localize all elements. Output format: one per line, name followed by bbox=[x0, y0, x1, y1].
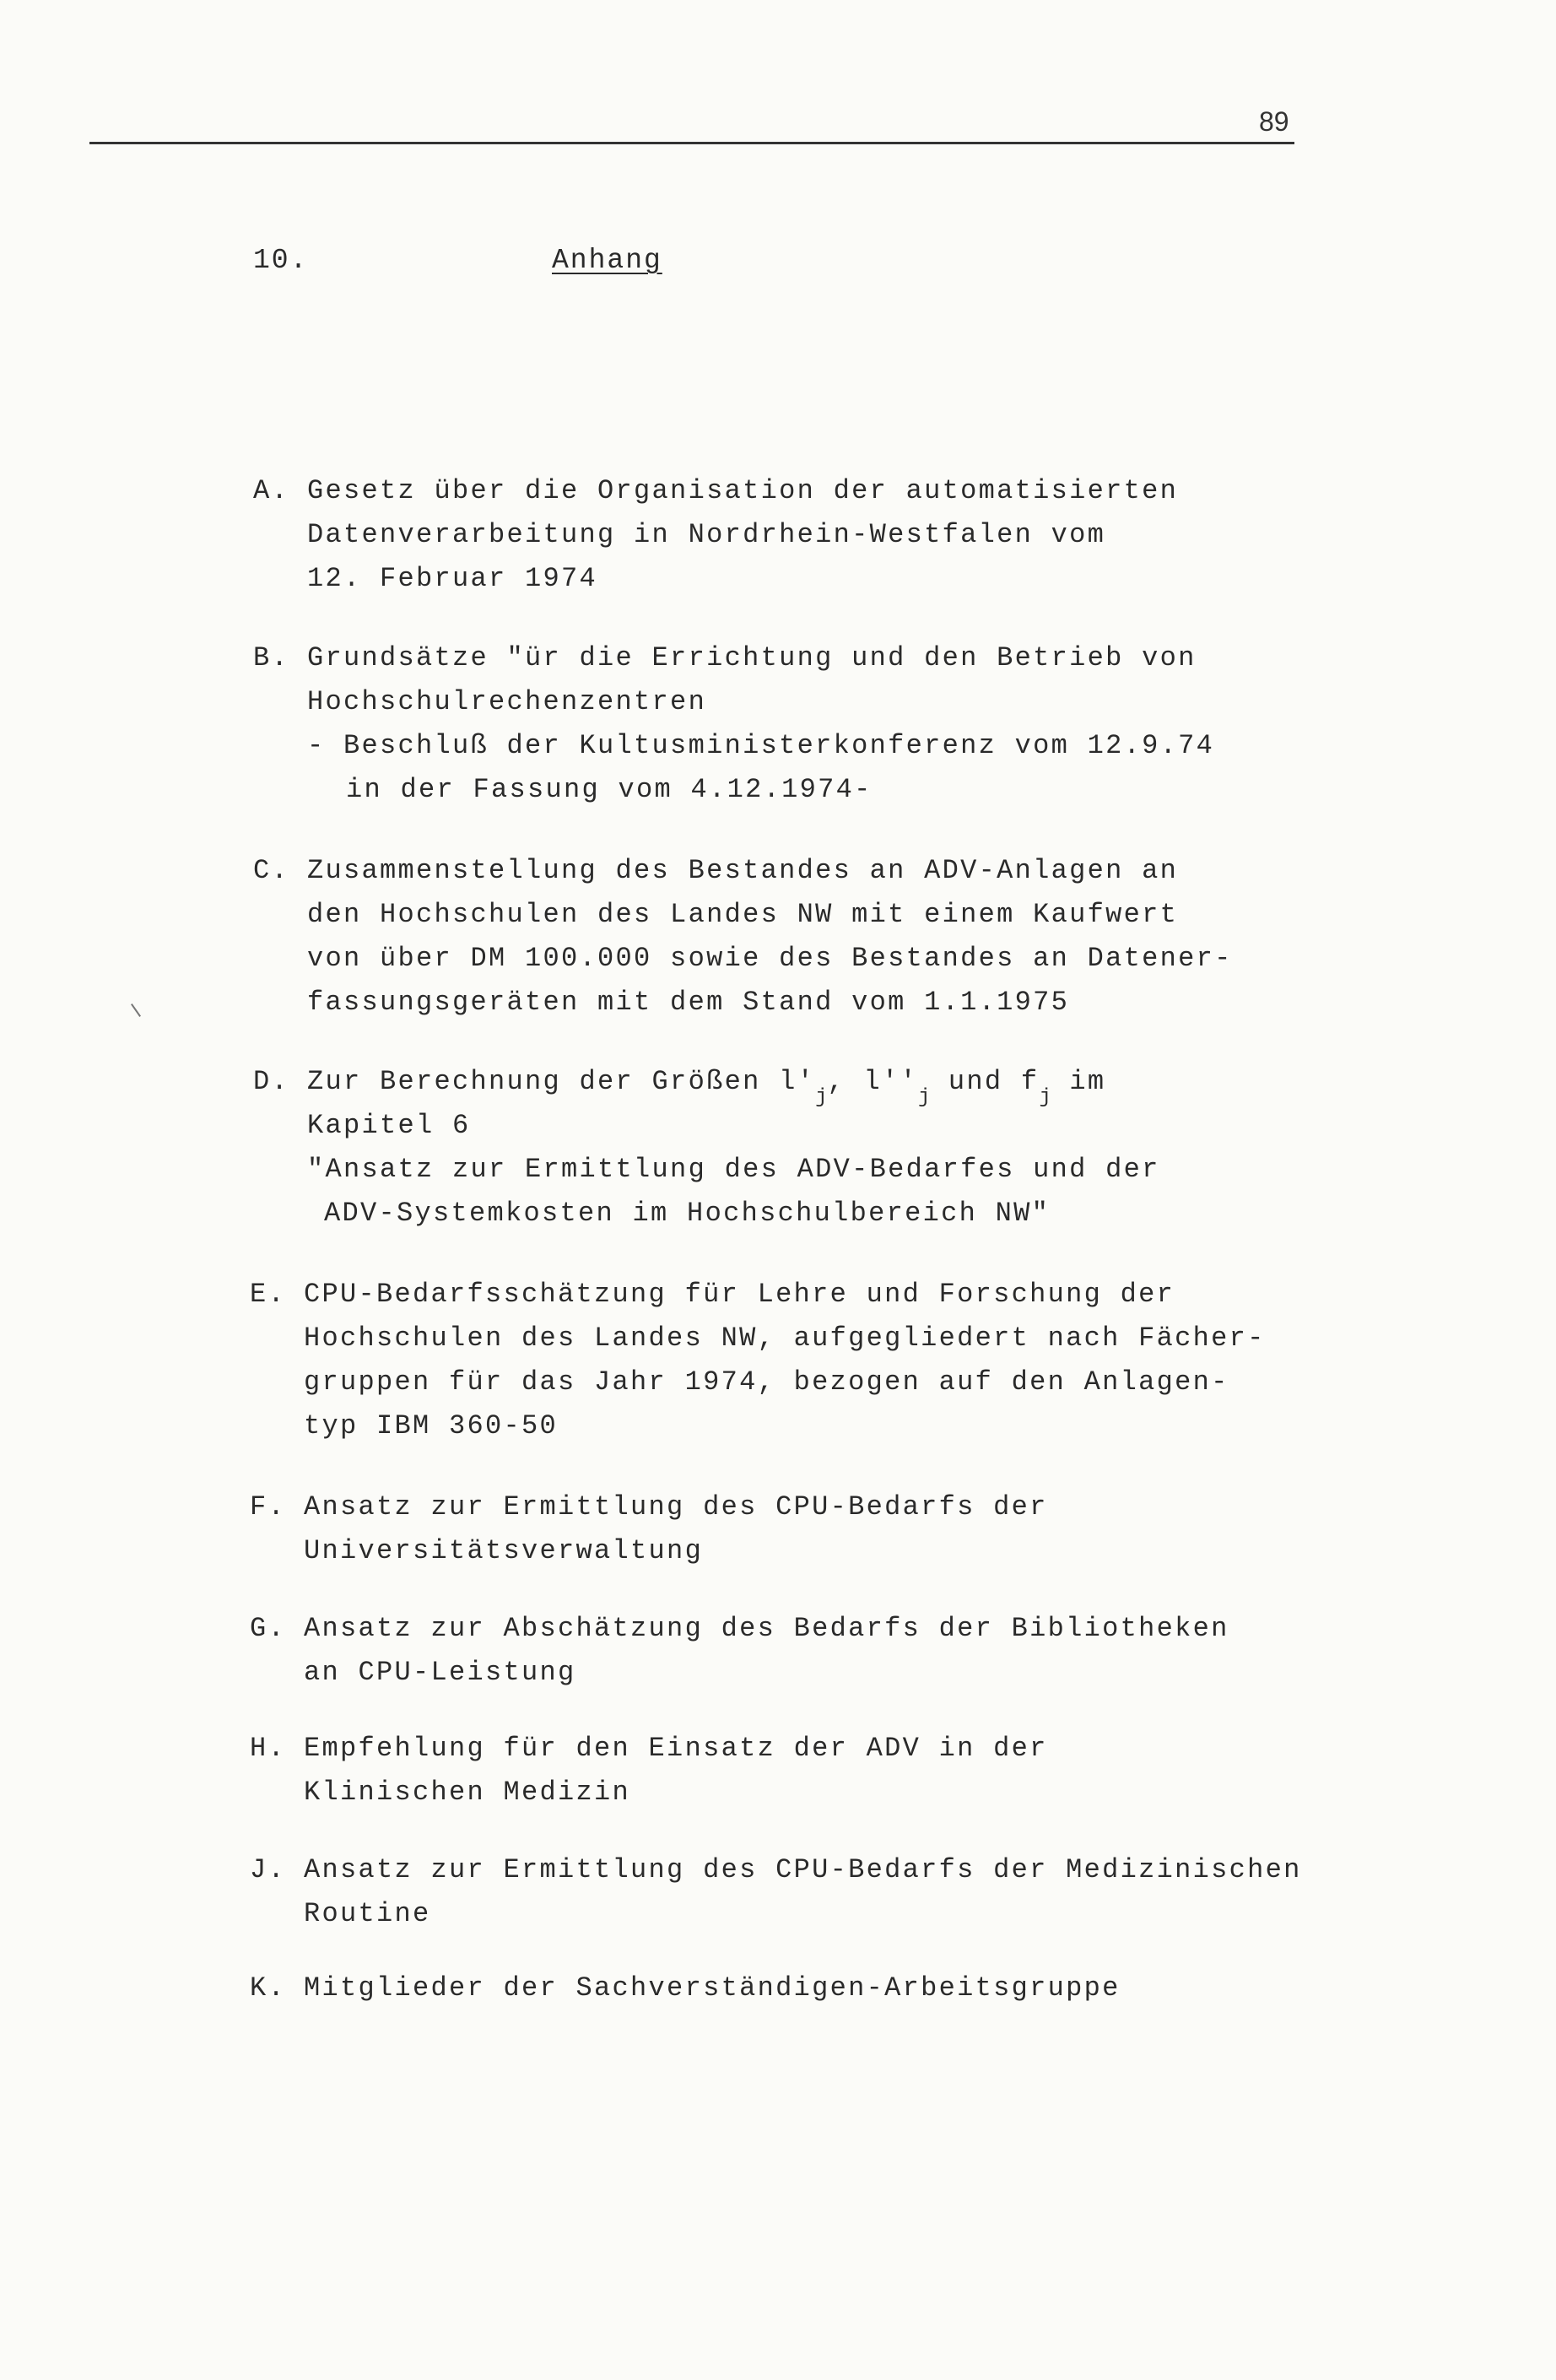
formula-text: und f bbox=[930, 1066, 1040, 1097]
entry-line: ADV-Systemkosten im Hochschulbereich NW" bbox=[324, 1198, 1051, 1229]
entry-line: CPU-Bedarfsschätzung für Lehre und Forschung der bbox=[304, 1279, 1175, 1310]
formula-text: , l'' bbox=[827, 1066, 919, 1097]
entry-line: Datenverarbeitung in Nordrhein-Westfalen vom bbox=[307, 519, 1106, 550]
entry-line: Kapitel 6 bbox=[307, 1110, 471, 1141]
page-number: 89 bbox=[1259, 106, 1289, 137]
entry-letter: E. bbox=[250, 1279, 287, 1310]
entry-line: gruppen für das Jahr 1974, bezogen auf den Anlagen- bbox=[304, 1366, 1229, 1398]
entry-letter: H. bbox=[250, 1733, 287, 1764]
entry-line: Empfehlung für den Einsatz der ADV in der bbox=[304, 1733, 1048, 1764]
entry-line: von über DM 100.000 sowie des Bestandes an Datener- bbox=[307, 943, 1233, 974]
entry-line-formula bbox=[307, 1060, 1160, 1109]
entry-line: Ansatz zur Ermittlung des CPU-Bedarfs der bbox=[304, 1491, 1048, 1523]
entry-line: Universitätsverwaltung bbox=[304, 1535, 704, 1566]
entry-line: in der Fassung vom 4.12.1974- bbox=[346, 774, 873, 805]
entry-line: typ IBM 360-50 bbox=[304, 1410, 559, 1442]
header-rule bbox=[89, 142, 1294, 144]
entry-line: - Beschluß der Kultusministerkonferenz vom 12.9.74 bbox=[307, 730, 1215, 761]
entry-line: Hochschulen des Landes NW, aufgegliedert nach Fächer- bbox=[304, 1323, 1266, 1354]
entry-line: Klinischen Medizin bbox=[304, 1777, 631, 1808]
entry-line: Grundsätze "ür die Errichtung und den Betrieb von bbox=[307, 642, 1197, 673]
entry-letter: F. bbox=[250, 1491, 287, 1523]
entry-letter: A. bbox=[253, 475, 290, 506]
entry-line: Ansatz zur Ermittlung des CPU-Bedarfs der Medizinischen bbox=[304, 1854, 1302, 1885]
subscript-j: j bbox=[815, 1086, 828, 1109]
entry-line: Gesetz über die Organisation der automatisierten bbox=[307, 475, 1179, 506]
stray-mark bbox=[131, 1003, 141, 1017]
formula-text: im bbox=[1051, 1066, 1106, 1097]
entry-line: den Hochschulen des Landes NW mit einem Kaufwert bbox=[307, 899, 1179, 930]
entry-line: Ansatz zur Abschätzung des Bedarfs der Bibliotheken bbox=[304, 1613, 1229, 1644]
entry-letter: D. bbox=[253, 1066, 290, 1097]
entry-line: Hochschulrechenzentren bbox=[307, 686, 707, 717]
entry-line: an CPU-Leistung bbox=[304, 1657, 576, 1688]
entry-letter: C. bbox=[253, 855, 290, 886]
chapter-title: Anhang bbox=[552, 245, 662, 276]
entry-line: Routine bbox=[304, 1898, 431, 1929]
chapter-number: 10. bbox=[253, 245, 309, 276]
entry-line: Zusammenstellung des Bestandes an ADV-Anlagen an bbox=[307, 855, 1179, 886]
entry-line: "Ansatz zur Ermittlung des ADV-Bedarfes und der bbox=[307, 1154, 1160, 1185]
entry-letter: B. bbox=[253, 642, 290, 673]
entry-line: Mitglieder der Sachverständigen-Arbeitsgruppe bbox=[304, 1972, 1121, 2004]
entry-line: fassungsgeräten mit dem Stand vom 1.1.1975 bbox=[307, 987, 1070, 1018]
subscript-j: j bbox=[1039, 1086, 1051, 1109]
entry-letter: G. bbox=[250, 1613, 287, 1644]
entry-line: 12. Februar 1974 bbox=[307, 563, 598, 594]
formula-text: Zur Berechnung der Größen l' bbox=[307, 1066, 816, 1097]
entry-letter: J. bbox=[250, 1854, 287, 1885]
entry-letter: K. bbox=[250, 1972, 287, 2004]
subscript-j: j bbox=[918, 1086, 931, 1109]
